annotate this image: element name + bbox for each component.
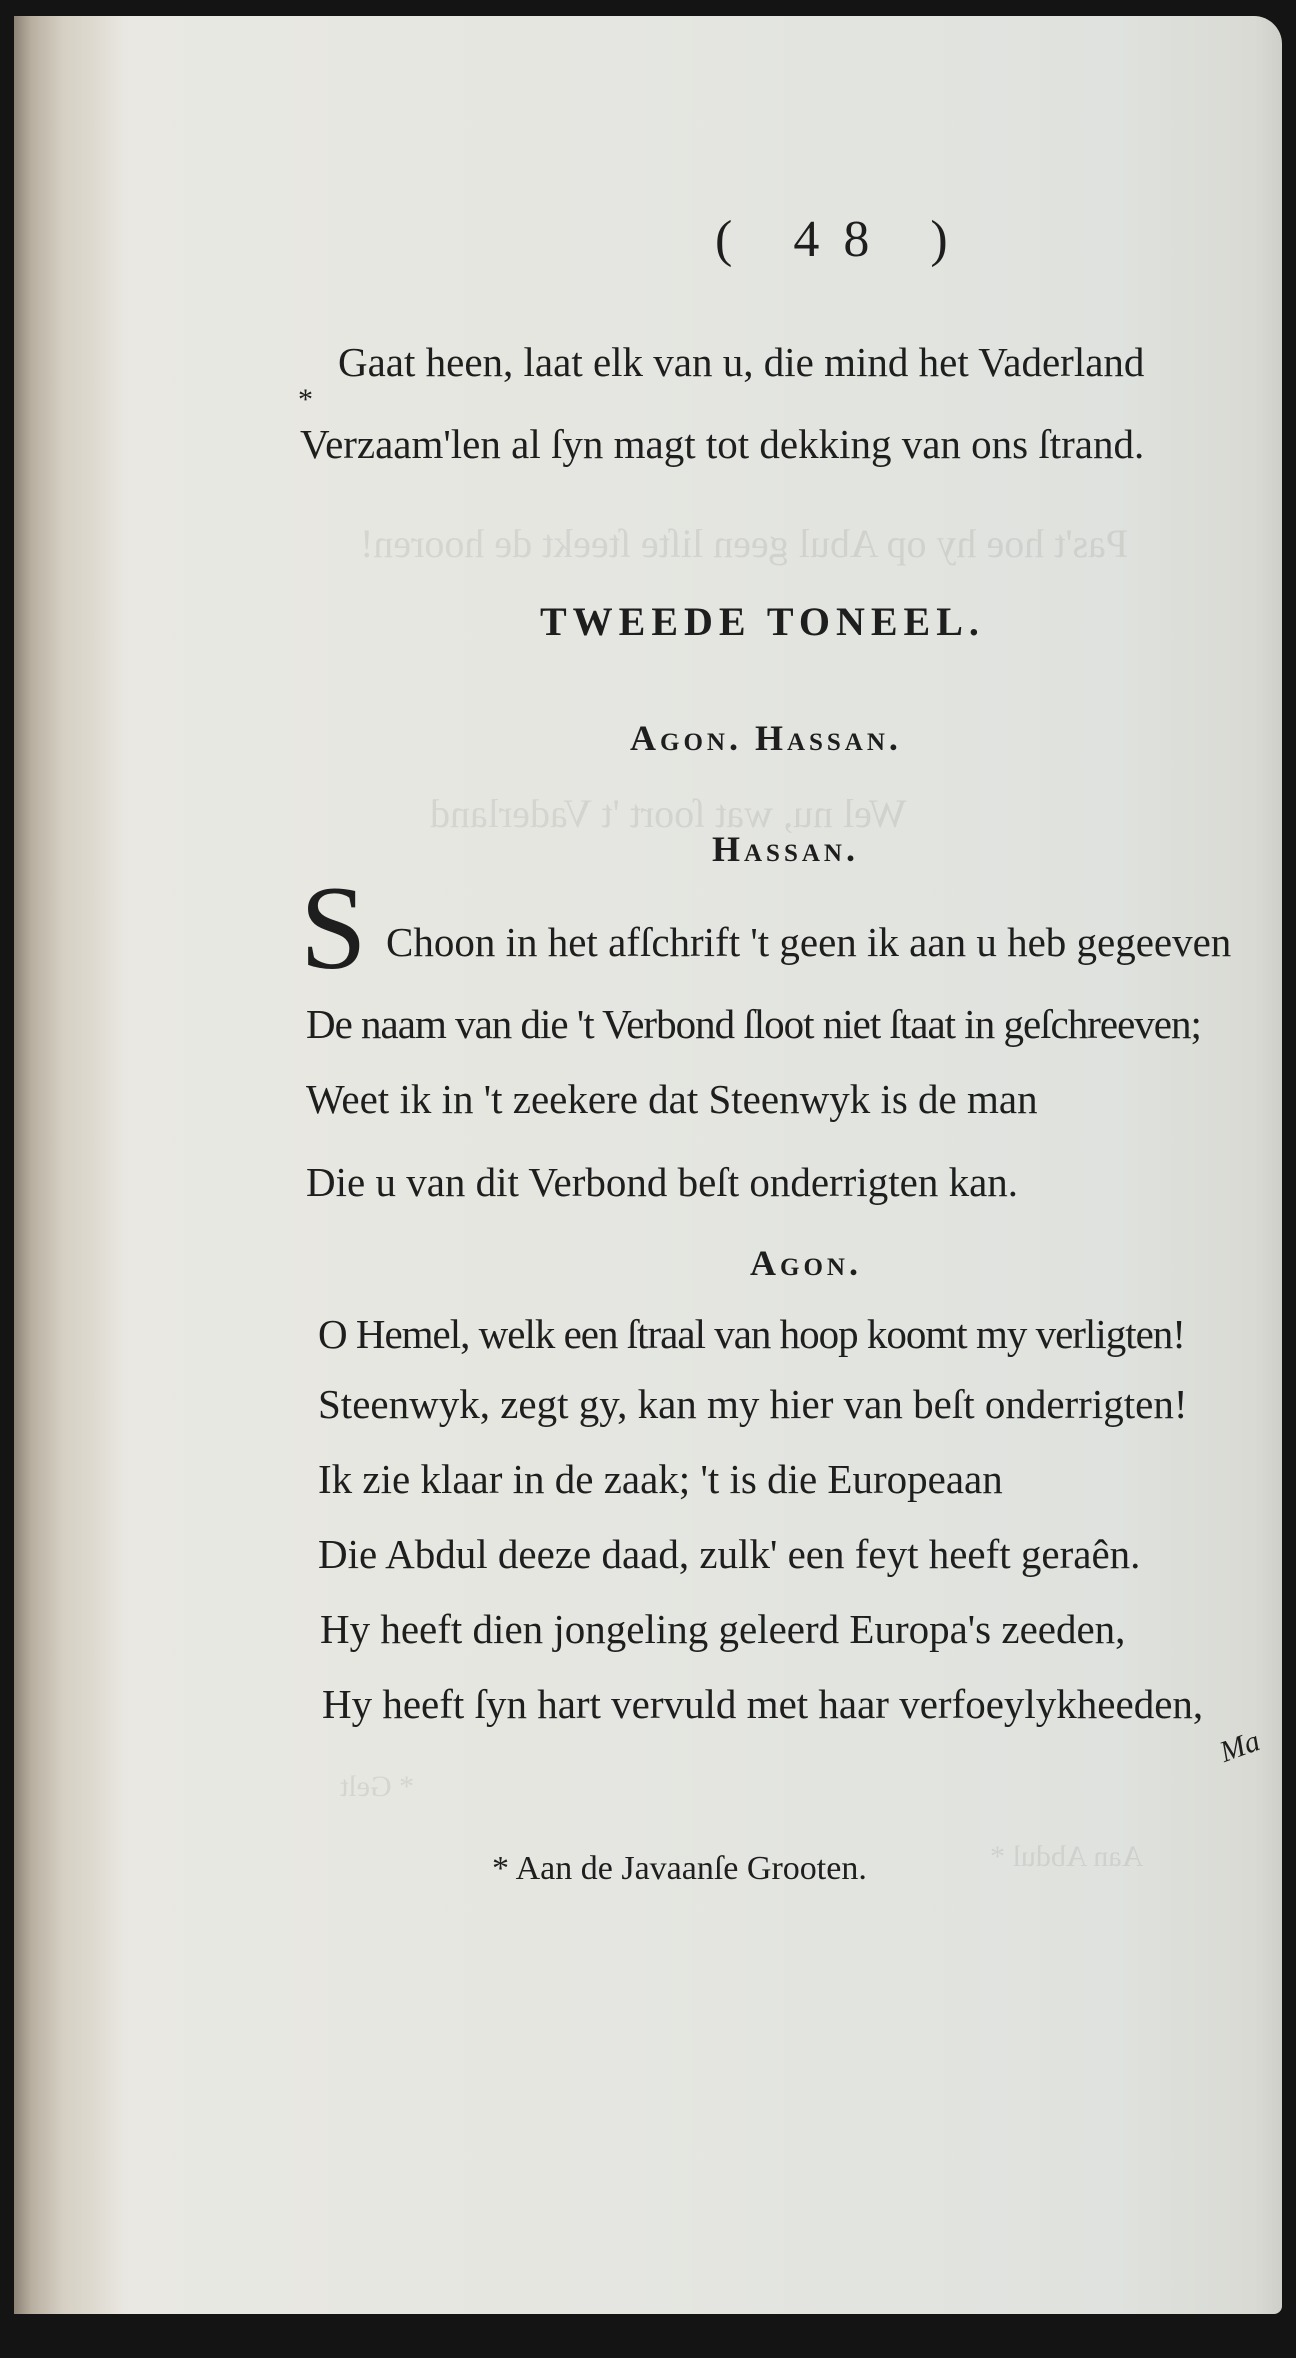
verse-line: O Hemel, welk een ſtraal van hoop koomt my verligten! [318, 1311, 1185, 1357]
verse-line: Hy heeft dien jongeling geleerd Europa's zeeden, [320, 1606, 1126, 1652]
verse-line: De naam van die 't Verbond ſloot niet ſtaat in geſchreeven; [306, 1001, 1201, 1047]
verse-line: Verzaam'len al ſyn magt tot dekking van ons ſtrand. [300, 421, 1145, 467]
verse-line: Ik zie klaar in de zaak; 't is die Europeaan [318, 1456, 1003, 1502]
verse-line: Gaat heen, laat elk van u, die mind het Vaderland [338, 339, 1145, 385]
verse-line: Choon in het afſchrift 't geen ik aan u heb gegeeven [386, 919, 1232, 965]
scene-heading: TWEEDE TONEEL. [540, 599, 985, 644]
speaker-name: Agon. [750, 1243, 862, 1283]
characters-on-stage: Agon. Hassan. [630, 718, 902, 758]
page-gutter-shadow [14, 16, 124, 2314]
verse-line: Steenwyk, zegt gy, kan my hier van beſt onderrigten! [318, 1381, 1188, 1427]
verse-line: Die u van dit Verbond beſt onderrigten kan. [306, 1159, 1019, 1205]
bleed-through-text: Wel nu, wat ſoort 't Vaderland [430, 791, 907, 836]
verse-line: Die Abdul deeze daad, zulk' een feyt heeft geraên. [318, 1531, 1141, 1577]
bleed-through-text: Pas't hoe hy op Abul geen liſte ſteekt de hooren! [360, 521, 1129, 566]
footnote: * Aan de Javaanſe Grooten. [492, 1850, 867, 1887]
speaker-name: Hassan. [712, 829, 859, 869]
bleed-through-text: * Gelt [340, 1770, 415, 1803]
catchword: Ma [1215, 1724, 1265, 1769]
verse-line: Hy heeft ſyn hart vervuld met haar verfoeylykheeden, [322, 1681, 1204, 1727]
page-number: ( 48 ) [715, 211, 972, 268]
bleed-through-text: Aan Abdul * [990, 1840, 1144, 1873]
verse-line: Weet ik in 't zeekere dat Steenwyk is de man [306, 1076, 1038, 1122]
drop-cap: S [300, 861, 367, 994]
footnote-marker: * [298, 383, 313, 416]
